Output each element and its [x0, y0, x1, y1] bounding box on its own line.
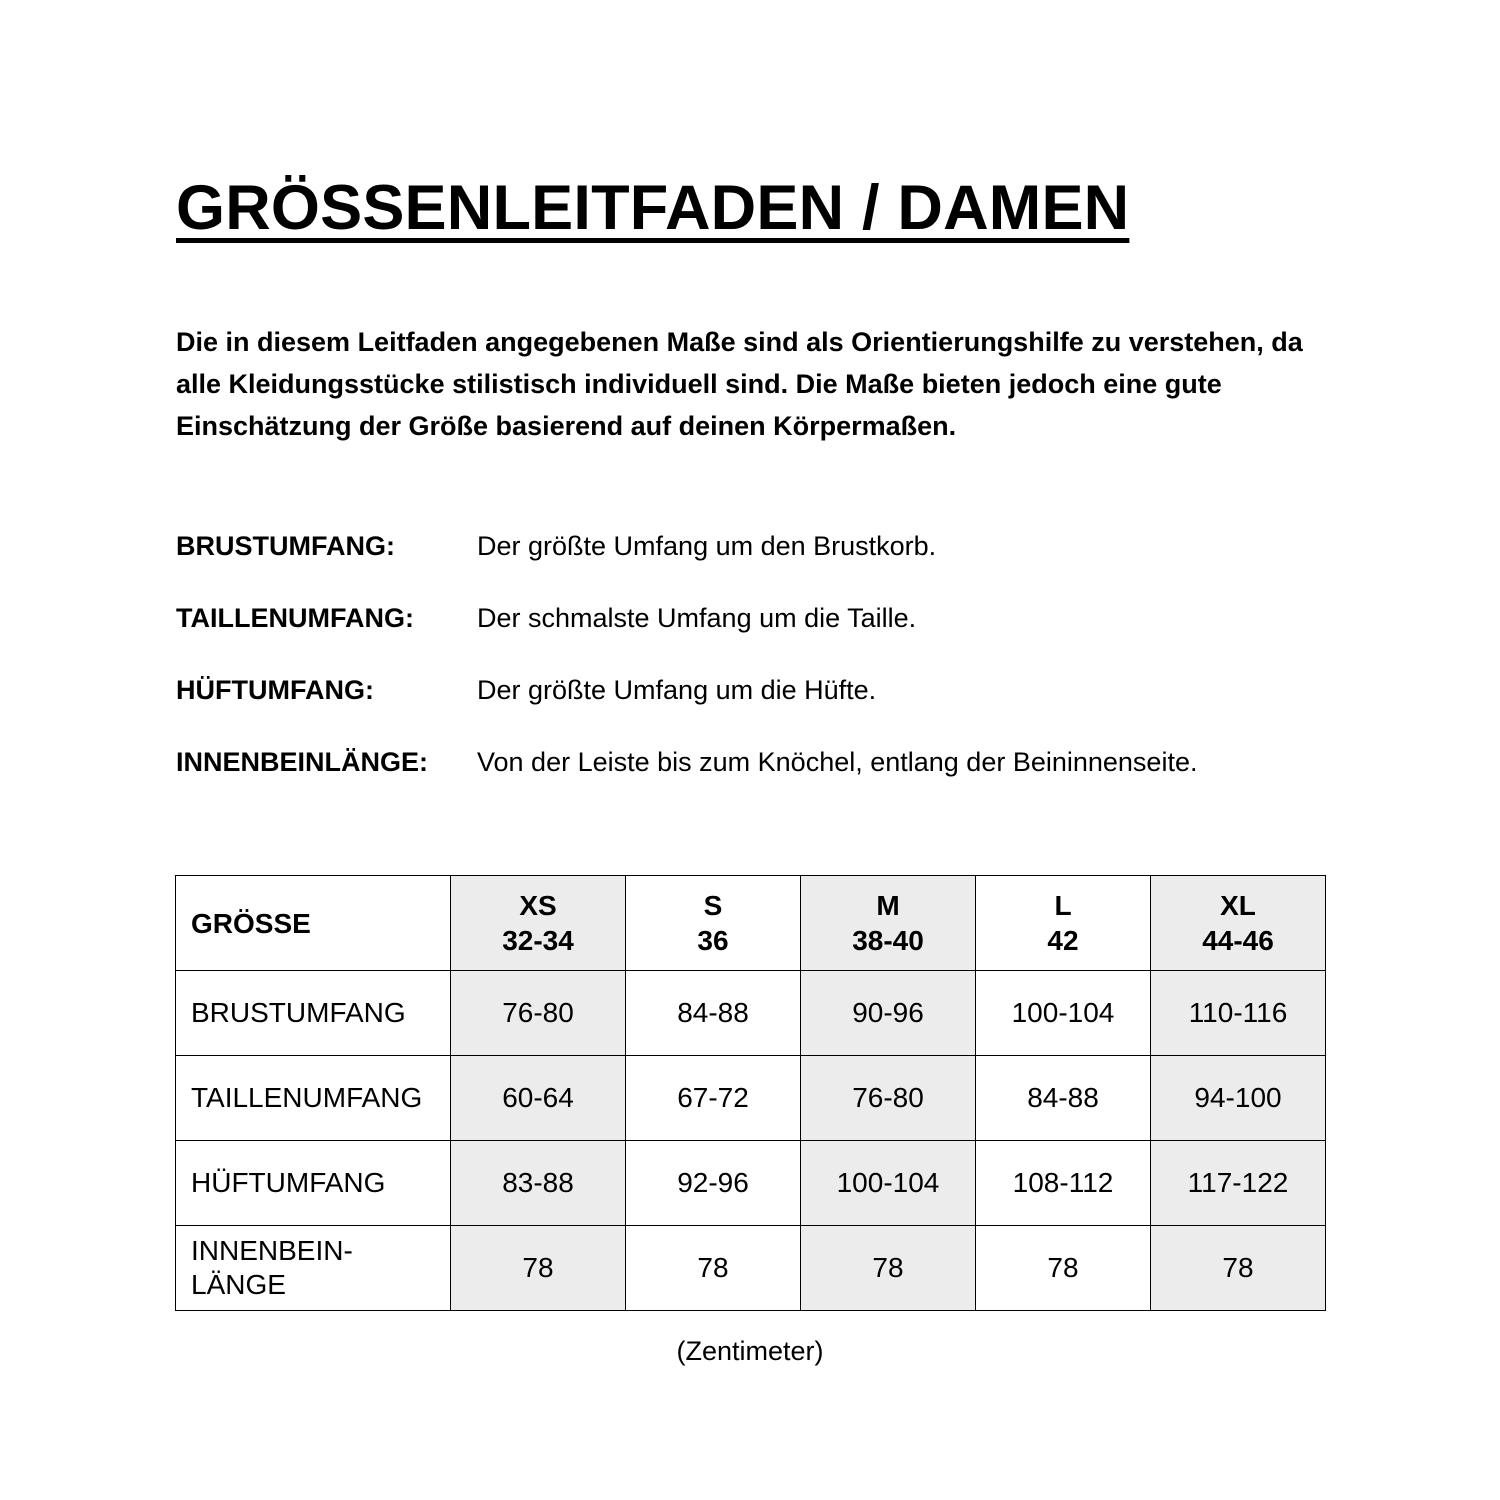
table-cell: 94-100 — [1151, 1056, 1326, 1141]
size-label: L — [1054, 890, 1072, 921]
table-cell: 92-96 — [626, 1141, 801, 1226]
table-cell: 60-64 — [451, 1056, 626, 1141]
table-cell: 84-88 — [976, 1056, 1151, 1141]
table-header-row — [176, 876, 1326, 971]
size-de: 36 — [697, 925, 729, 956]
table-cell: 100-104 — [801, 1141, 976, 1226]
size-de: 38-40 — [852, 925, 924, 956]
size-header-s — [626, 876, 801, 971]
size-table — [175, 875, 1326, 1311]
definition-row-innenbein — [176, 744, 1376, 816]
table-cell: 110-116 — [1151, 971, 1326, 1056]
size-header-m — [801, 876, 976, 971]
table-cell: 78 — [451, 1226, 626, 1311]
size-label: XS — [519, 890, 557, 921]
definition-description: Der größte Umfang um die Hüfte. — [477, 675, 877, 705]
size-label: M — [876, 890, 900, 921]
row-label: HÜFTUMFANG — [176, 1141, 451, 1226]
table-row-innenbeinlaenge — [176, 1226, 1326, 1311]
size-header-xl — [1151, 876, 1326, 971]
table-cell: 78 — [976, 1226, 1151, 1311]
table-cell: 108-112 — [976, 1141, 1151, 1226]
definition-row-taille — [176, 600, 1376, 672]
row-label-line: INNENBEIN- — [191, 1235, 353, 1266]
table-cell: 90-96 — [801, 971, 976, 1056]
size-header-l — [976, 876, 1151, 971]
table-cell: 78 — [801, 1226, 976, 1311]
definition-term: BRUSTUMFANG: — [176, 531, 395, 561]
size-de: 32-34 — [502, 925, 574, 956]
table-cell: 117-122 — [1151, 1141, 1326, 1226]
definition-term: TAILLENUMFANG: — [176, 603, 414, 633]
size-de: 42 — [1047, 925, 1079, 956]
table-cell: 84-88 — [626, 971, 801, 1056]
table-row-hueftumfang — [176, 1141, 1326, 1226]
table-cell: 78 — [1151, 1226, 1326, 1311]
definition-term: INNENBEINLÄNGE: — [176, 747, 429, 777]
row-label: TAILLENUMFANG — [176, 1056, 451, 1141]
table-cell: 76-80 — [451, 971, 626, 1056]
row-label-line: LÄNGE — [191, 1269, 286, 1300]
definition-description: Der größte Umfang um den Brustkorb. — [477, 531, 937, 561]
row-label — [176, 1226, 451, 1311]
definition-row-huefte — [176, 672, 1376, 744]
size-label: S — [703, 890, 723, 921]
definition-list — [176, 528, 1376, 816]
size-label: XL — [1220, 890, 1256, 921]
definition-term: HÜFTUMFANG: — [176, 675, 374, 705]
table-cell: 67-72 — [626, 1056, 801, 1141]
unit-note: (Zentimeter) — [676, 1336, 824, 1366]
table-cell: 76-80 — [801, 1056, 976, 1141]
definition-description: Der schmalste Umfang um die Taille. — [477, 603, 917, 633]
size-header-xs — [451, 876, 626, 971]
size-de: 44-46 — [1202, 925, 1274, 956]
table-cell: 100-104 — [976, 971, 1151, 1056]
table-cell: 78 — [626, 1226, 801, 1311]
table-row-brustumfang — [176, 971, 1326, 1056]
definition-description: Von der Leiste bis zum Knöchel, entlang der Beininnenseite. — [477, 747, 1198, 777]
table-cell: 83-88 — [451, 1141, 626, 1226]
table-corner-label: GRÖSSE — [176, 876, 451, 971]
page-title: GRÖSSENLEITFADEN / DAMEN — [176, 173, 1130, 243]
intro-text: Die in diesem Leitfaden angegebenen Maße sind als Orientierungshilfe zu verstehen, da alle Kleidungsstücke stilistisch individuell sind. Die Maße bieten jedoch eine gute Einschätzung der Größe basierend auf deinen Körpermaßen. — [176, 327, 1303, 441]
row-label: BRUSTUMFANG — [176, 971, 451, 1056]
table-row-taillenumfang — [176, 1056, 1326, 1141]
definition-row-brust — [176, 528, 1376, 600]
